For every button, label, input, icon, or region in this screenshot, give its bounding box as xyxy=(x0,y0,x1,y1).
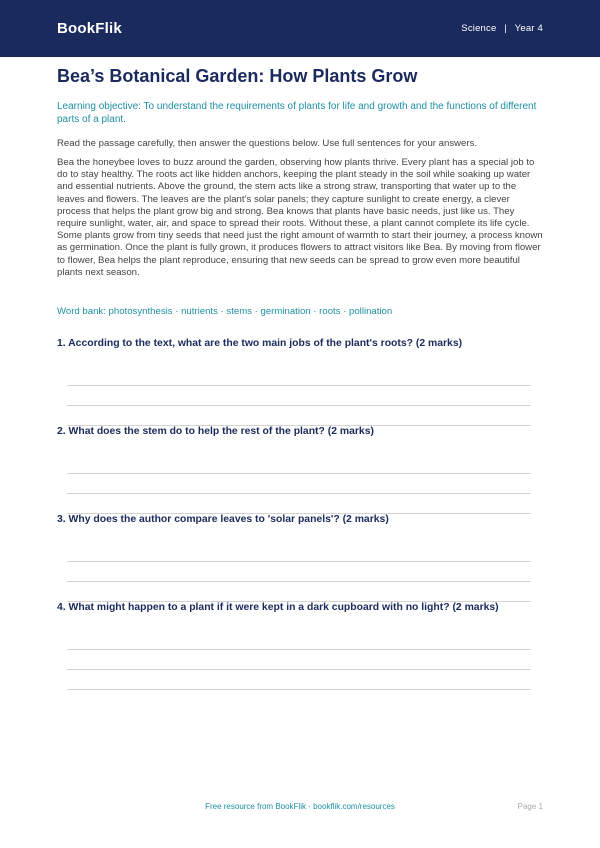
question-4: 4. What might happen to a plant if it were kept in a dark cupboard with no light? (2 marks) xyxy=(57,602,499,613)
question-1: 1. According to the text, what are the two main jobs of the plant's roots? (2 marks) xyxy=(57,338,463,349)
reading-passage: Bea the honeybee loves to buzz around the garden, observing how plants thrive. Every plant has a special job to do to stay healthy. The roots act like hidden anchors, keeping the plant steady in the soil while soaking up water and essential nutrients. Above the ground, the stem acts like a strong straw, transporting that water up to the leaves and flowers. The leaves are the plant’s solar panels; they capture sunlight to create energy, a clever process that helps the plant grow big and strong. Bea knows that plants have basic needs, just like us. They require sunlight, water, air, and space to spread their roots. Without these, a plant cannot complete its life cycle. Some plants grow from tiny seeds that need just the right amount of warmth to start their journey, a process known as germination. Once the plant is fully grown, it produces flowers to attract visitors like Bea. By moving from flower to flower, Bea helps the plant reproduce, ensuring that new seeds can be spread to grow even more beautiful plants next season. xyxy=(57,157,543,278)
learning-objective: Learning objective: To understand the requirements of plants for life and growth and the functions of different parts of a plant. xyxy=(57,101,537,125)
subject-label: Science xyxy=(461,23,497,34)
answer-line[interactable] xyxy=(67,493,531,494)
answer-line[interactable] xyxy=(67,649,531,650)
answer-line[interactable] xyxy=(67,385,531,386)
question-3: 3. Why does the author compare leaves to 'solar panels'? (2 marks) xyxy=(57,514,389,525)
answer-line[interactable] xyxy=(67,561,531,562)
instructions: Read the passage carefully, then answer the questions below. Use full sentences for your answers. xyxy=(57,138,478,149)
separator: | xyxy=(504,23,507,34)
brand-logo: BookFlik xyxy=(57,20,122,37)
answer-line[interactable] xyxy=(67,405,531,406)
page-number: Page 1 xyxy=(517,802,543,811)
question-2: 2. What does the stem do to help the rest of the plant? (2 marks) xyxy=(57,426,374,437)
answer-line[interactable] xyxy=(67,581,531,582)
answer-line[interactable] xyxy=(67,473,531,474)
answer-line[interactable] xyxy=(67,669,531,670)
word-bank: Word bank: photosynthesis · nutrients · stems · germination · roots · pollination xyxy=(57,306,393,317)
year-label: Year 4 xyxy=(514,23,543,34)
page-title: Bea’s Botanical Garden: How Plants Grow xyxy=(57,66,418,86)
subject-year-label xyxy=(461,23,543,34)
answer-line[interactable] xyxy=(67,689,531,690)
footer-text: Free resource from BookFlik · bookflik.com/resources xyxy=(205,802,395,811)
header-bar xyxy=(0,0,600,57)
